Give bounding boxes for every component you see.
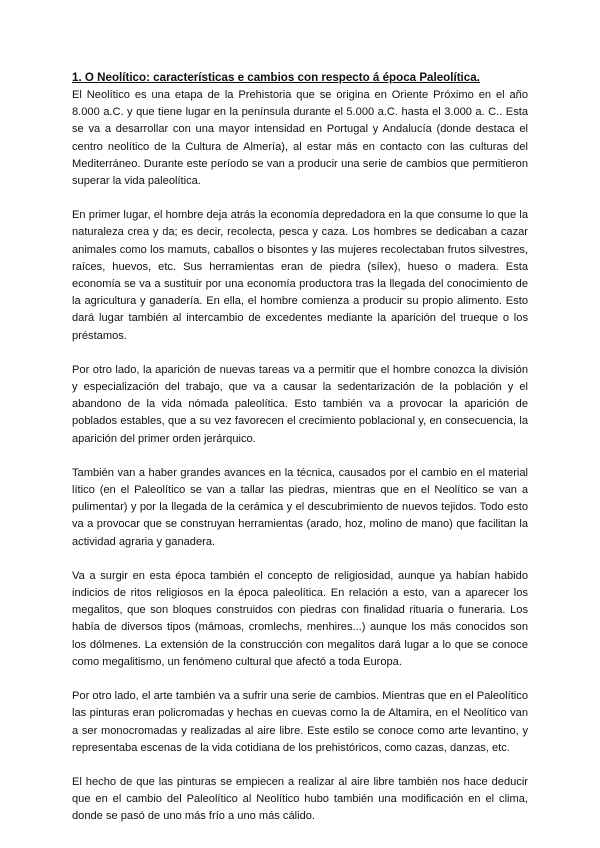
paragraph-economy: En primer lugar, el hombre deja atrás la economía depredadora en la que consume lo que la naturaleza crea y da; es decir, recolecta, pesca y caza. Los hombres se dedicaban a cazar animales como los mamuts, caballos o bisontes y las mujeres recolectaban frutos silvestres, raíces, huevos, etc. Sus herramientas eran de piedra (sílex), hueso o madera. Esta economía se va a sustituir por una economía productora tras la llegada del conocimiento de la agricultura y ganadería. En ella, el hombre comienza a producir su propio alimento. Esto dará lugar también al intercambio de excedentes mediante la aparición del trueque o los préstamos. [72, 209, 528, 342]
paragraph-religion: Va a surgir en esta época también el concepto de religiosidad, aunque ya habían habido indicios de ritos religiosos en la época paleolítica. En relación a esto, van a aparecer los megalitos, que son bloques construidos con piedras con finalidad rituaria o funeraria. Los había de diversos tipos (mámoas, cromlechs, menhires...) aunque los más conocidos son los dólmenes. La extensión de la construcción con megalitos dará lugar a lo que se conoce como megalitismo, un fenómeno cultural que afectó a toda Europa. [72, 569, 528, 668]
paragraph-division-of-labour: Por otro lado, la aparición de nuevas tareas va a permitir que el hombre conozca la división y especialización del trabajo, que va a causar la sedentarización de la población y el abandono de la vida nómada paleolítica. Esto también va a provocar la aparición de poblados estables, que a su vez favorecen el crecimiento poblacional y, en consecuencia, la aparición del primer orden jerárquico. [72, 363, 528, 445]
paragraph-climate: El hecho de que las pinturas se empiecen a realizar al aire libre también nos hace deducir que en el cambio del Paleolítico al Neolítico hubo también una modificación en el clima, donde se pasó de uno más frío a uno más cálido. [72, 775, 528, 823]
section-heading: 1. O Neolítico: características e cambios con respecto á época Paleolítica. [72, 71, 480, 84]
paragraph-intro: El Neolítico es una etapa de la Prehistoria que se origina en Oriente Próximo en el año 8.000 a.C. y que tiene lugar en la península durante el 5.000 a.C. hasta el 3.000 a. C.. Esta se va a desarrollar con una mayor intensidad en Portugal y Andalucía (donde destaca el centro neolítico de la Cultura de Almería), al estar más en contacto con las culturas del Mediterráneo. Durante este período se van a producir una serie de cambios que permitieron superar la vida paleolítica. [72, 89, 528, 188]
paragraph-art: Por otro lado, el arte también va a sufrir una serie de cambios. Mientras que en el Paleolítico las pinturas eran policromadas y hechas en cuevas como la de Altamira, en el Neolítico van a ser monocromadas y realizadas al aire libre. Este estilo se conoce como arte levantino, y representaba escenas de la vida cotidiana de los prehistóricos, como cazas, danzas, etc. [72, 690, 528, 754]
paragraph-technique: También van a haber grandes avances en la técnica, causados por el cambio en el material lítico (en el Paleolítico se van a tallar las piedras, mientras que en el Neolítico se van a pulimentar) y por la llegada de la cerámica y el descubrimiento de nuevos tejidos. Todo esto va a provocar que se construyan herramientas (arado, hoz, molino de mano) que facilitan la actividad agraria y ganadera. [72, 466, 528, 548]
document-page [72, 70, 528, 843]
